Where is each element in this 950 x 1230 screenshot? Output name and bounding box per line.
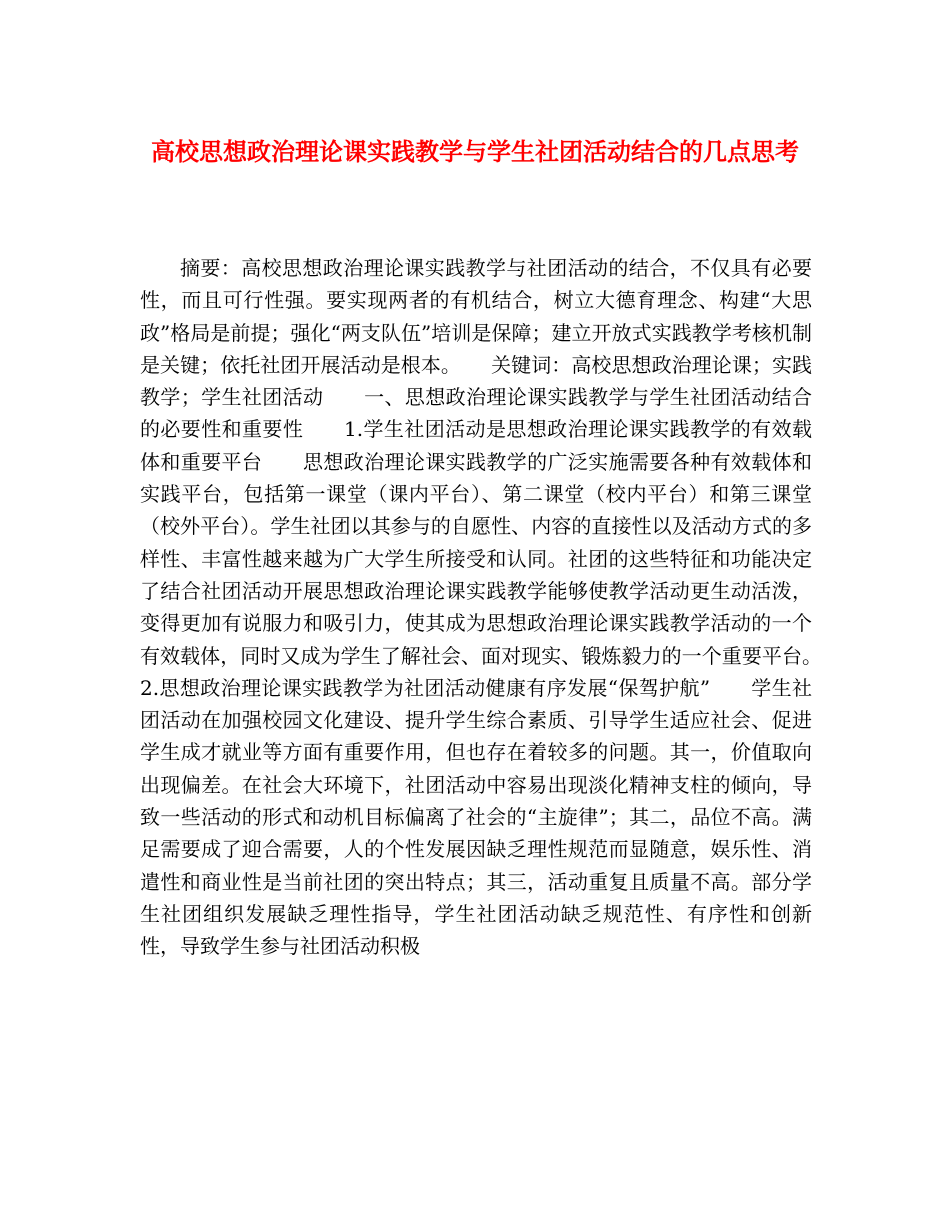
document-body: 摘要：高校思想政治理论课实践教学与社团活动的结合，不仅具有必要性，而且可行性强。要实现两者的有机结合，树立大德育理念、构建“大思政”格局是前提；强化“两支队伍”培训是保障；建立开放式实践教学考核机制是关键；依托社团开展活动是根本。 关键词：高校思想政治理论课；实践教学；学生社团活动 一、思想政治理论课实践教学与学生社团活动结合的必要性和重要性 1.学生社团活动是思想政治理论课实践教学的有效载体和重要平台 思想政治理论课实践教学的广泛实施需要各种有效载体和实践平台，包括第一课堂（课内平台）、第二课堂（校内平台）和第三课堂（校外平台）。学生社团以其参与的自愿性、内容的直接性以及活动方式的多样性、丰富性越来越为广大学生所接受和认同。社团的这些特征和功能决定了结合社团活动开展思想政治理论课实践教学能够使教学活动更生动活泼，变得更加有说服力和吸引力，使其成为思想政治理论课实践教学活动的一个有效载体，同时又成为学生了解社会、面对现实、锻炼毅力的一个重要平台。 2.思想政治理论课实践教学为社团活动健康有序发展“保驾护航” 学生社团活动在加强校园文化建设、提升学生综合素质、引导学生适应社会、促进学生成才就业等方面有重要作用，但也存在着较多的问题。其一，价值取向出现偏差。在社会大环境下，社团活动中容易出现淡化精神支柱的倾向，导致一些活动的形式和动机目标偏离了社会的“主旋律”；其二，品位不高。满足需要成了迎合需要，人的个性发展因缺乏理性规范而显随意，娱乐性、消遣性和商业性是当前社团的突出特点；其三，活动重复且质量不高。部分学生社团组织发展缺乏理性指导，学生社团活动缺乏规范性、有序性和创新性，导致学生参与社团活动积极	[140, 256, 852, 959]
document-title: 高校思想政治理论课实践教学与学生社团活动结合的几点思考	[151, 137, 799, 166]
